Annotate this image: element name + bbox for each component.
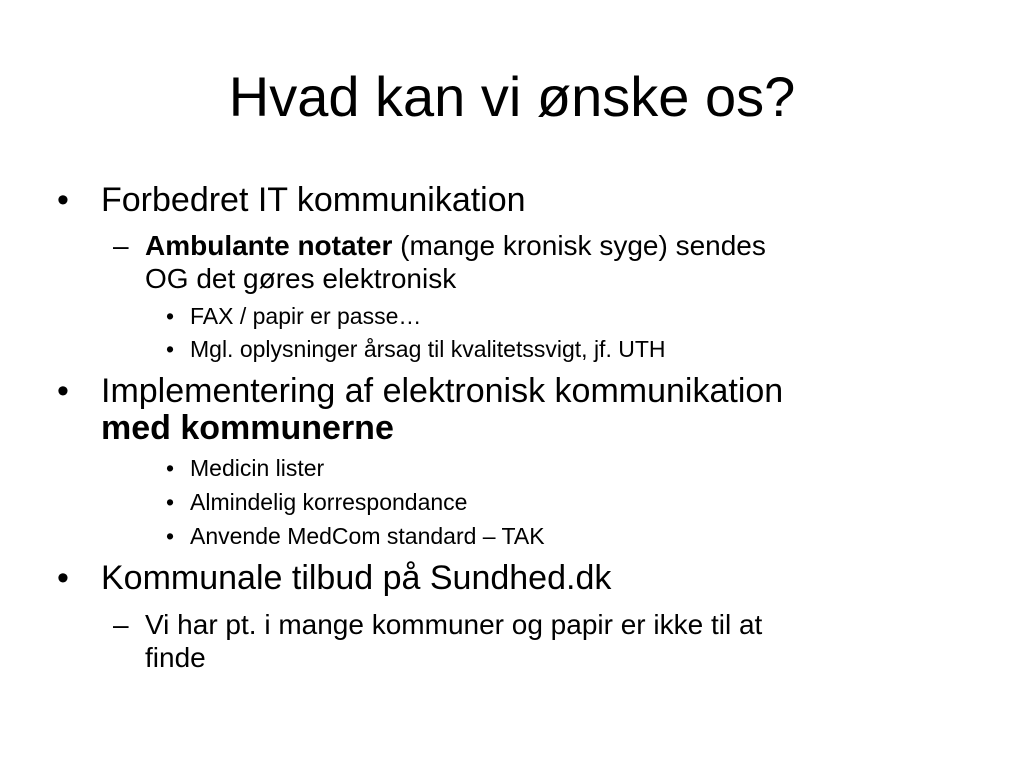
slide-title: Hvad kan vi ønske os?	[228, 65, 796, 128]
bullet-dot: •	[57, 372, 69, 410]
bullet-dot: •	[166, 455, 175, 481]
bullet-text: Kommunale tilbud på Sundhed.dk	[101, 559, 612, 597]
bullet-item-kommunale-tilbud	[57, 559, 612, 597]
bullet-dot: •	[166, 336, 175, 362]
bullet-continuation-bold: med kommunerne	[101, 409, 394, 447]
point-item	[166, 336, 666, 362]
point-item	[166, 455, 325, 481]
bullet-text: Forbedret IT kommunikation	[101, 181, 526, 219]
sub-item-ambulante-notater	[113, 229, 766, 262]
bullet-dot: •	[166, 489, 175, 515]
bullet-dot: •	[166, 303, 175, 329]
sub-item-continuation: finde	[145, 642, 206, 673]
bullet-dot: •	[57, 559, 69, 597]
bullet-item-it-communication	[57, 181, 526, 219]
point-text: Anvende MedCom standard – TAK	[190, 523, 545, 549]
bullet-text: Implementering af elektronisk kommunikation	[101, 372, 784, 410]
bullet-dot: •	[57, 181, 69, 219]
bullet-dash: –	[113, 230, 129, 261]
point-item	[166, 489, 468, 515]
point-text: Mgl. oplysninger årsag til kvalitetssvigt, jf. UTH	[190, 336, 666, 362]
sub-item-bold-text: Ambulante notater	[145, 230, 393, 261]
point-item	[166, 303, 422, 329]
point-text: Almindelig korrespondance	[190, 489, 468, 515]
sub-item-text: (mange kronisk syge) sendes	[392, 230, 766, 261]
point-item	[166, 523, 545, 549]
sub-item-continuation: OG det gøres elektronisk	[145, 263, 457, 294]
bullet-dot: •	[166, 523, 175, 549]
bullet-item-implementering	[57, 372, 784, 410]
bullet-dash: –	[113, 609, 129, 640]
point-text: Medicin lister	[190, 455, 325, 481]
sub-item-kommuner-papir	[113, 608, 763, 641]
sub-item-text: Vi har pt. i mange kommuner og papir er ikke til at	[145, 609, 763, 640]
point-text: FAX / papir er passe…	[190, 303, 422, 329]
